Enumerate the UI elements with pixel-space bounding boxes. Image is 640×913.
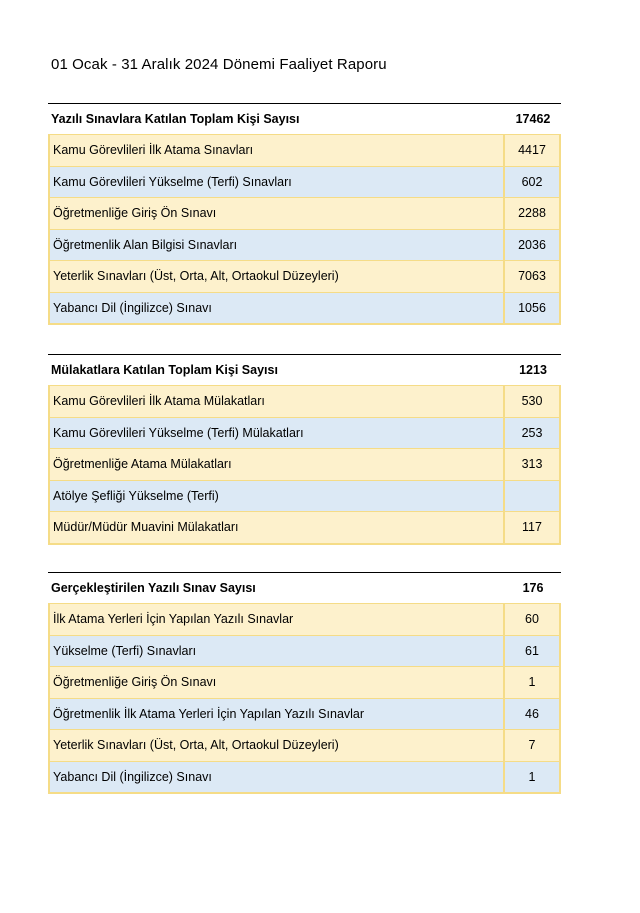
table-row bbox=[48, 134, 561, 166]
row-label: Öğretmenlik İlk Atama Yerleri İçin Yapılan Yazılı Sınavlar bbox=[50, 699, 505, 730]
row-value: 602 bbox=[521, 174, 543, 189]
row-label: Müdür/Müdür Muavini Mülakatları bbox=[50, 512, 505, 543]
table-row bbox=[48, 292, 561, 324]
section-written-exams-held bbox=[48, 572, 561, 794]
row-value: 4417 bbox=[518, 143, 546, 158]
row-label: Kamu Görevlileri Yükselme (Terfi) Sınavları bbox=[50, 167, 505, 198]
table-row bbox=[48, 166, 561, 198]
table-row bbox=[48, 448, 561, 480]
table-row bbox=[48, 635, 561, 667]
section-title: Yazılı Sınavlara Katılan Toplam Kişi Sayısı bbox=[51, 112, 300, 126]
section-header bbox=[48, 572, 561, 603]
row-label: Öğretmenlik Alan Bilgisi Sınavları bbox=[50, 230, 505, 261]
section-header bbox=[48, 354, 561, 385]
row-value: 61 bbox=[525, 643, 539, 658]
section-table bbox=[48, 603, 561, 794]
row-value: 2288 bbox=[518, 206, 546, 221]
row-value: 2036 bbox=[518, 237, 546, 252]
section-total: 1213 bbox=[519, 363, 547, 377]
row-value: 7063 bbox=[518, 269, 546, 284]
row-label: Kamu Görevlileri İlk Atama Sınavları bbox=[50, 135, 505, 166]
table-row bbox=[48, 480, 561, 512]
table-row bbox=[48, 666, 561, 698]
row-label: Atölye Şefliği Yükselme (Terfi) bbox=[50, 481, 505, 512]
row-label: Kamu Görevlileri İlk Atama Mülakatları bbox=[50, 386, 505, 417]
row-value: 117 bbox=[522, 520, 542, 535]
row-label: Yeterlik Sınavları (Üst, Orta, Alt, Ortaokul Düzeyleri) bbox=[50, 261, 505, 292]
row-value: 7 bbox=[528, 738, 536, 753]
section-table bbox=[48, 385, 561, 545]
row-label: Yabancı Dil (İngilizce) Sınavı bbox=[50, 762, 505, 793]
table-row bbox=[48, 761, 561, 793]
row-value bbox=[505, 481, 559, 512]
row-value: 1056 bbox=[518, 300, 546, 315]
table-row bbox=[48, 229, 561, 261]
table-row bbox=[48, 729, 561, 761]
row-value: 60 bbox=[525, 612, 539, 627]
table-row bbox=[48, 511, 561, 543]
section-written-exam-participants bbox=[48, 103, 561, 325]
row-label: Yabancı Dil (İngilizce) Sınavı bbox=[50, 293, 505, 324]
table-row bbox=[48, 260, 561, 292]
page-title: 01 Ocak - 31 Aralık 2024 Dönemi Faaliyet Raporu bbox=[51, 56, 387, 73]
row-value: 46 bbox=[525, 706, 539, 721]
table-row bbox=[48, 603, 561, 635]
row-label: Yükselme (Terfi) Sınavları bbox=[50, 636, 505, 667]
row-value: 1 bbox=[528, 769, 536, 784]
section-title: Mülakatlara Katılan Toplam Kişi Sayısı bbox=[51, 363, 278, 377]
row-value: 1 bbox=[528, 675, 536, 690]
section-interview-participants bbox=[48, 354, 561, 545]
table-row bbox=[48, 385, 561, 417]
table-row bbox=[48, 698, 561, 730]
row-label: Öğretmenliğe Atama Mülakatları bbox=[50, 449, 505, 480]
row-label: Öğretmenliğe Giriş Ön Sınavı bbox=[50, 667, 505, 698]
row-label: Kamu Görevlileri Yükselme (Terfi) Mülakatları bbox=[50, 418, 505, 449]
row-value: 313 bbox=[521, 457, 543, 472]
section-total: 176 bbox=[522, 581, 544, 595]
section-table bbox=[48, 134, 561, 325]
section-total: 17462 bbox=[515, 112, 551, 126]
row-label: Yeterlik Sınavları (Üst, Orta, Alt, Ortaokul Düzeyleri) bbox=[50, 730, 505, 761]
section-header bbox=[48, 103, 561, 134]
row-value: 530 bbox=[521, 394, 543, 409]
table-row bbox=[48, 197, 561, 229]
row-label: İlk Atama Yerleri İçin Yapılan Yazılı Sınavlar bbox=[50, 604, 505, 635]
row-label: Öğretmenliğe Giriş Ön Sınavı bbox=[50, 198, 505, 229]
table-row bbox=[48, 417, 561, 449]
section-title: Gerçekleştirilen Yazılı Sınav Sayısı bbox=[51, 581, 256, 595]
row-value: 253 bbox=[521, 425, 543, 440]
